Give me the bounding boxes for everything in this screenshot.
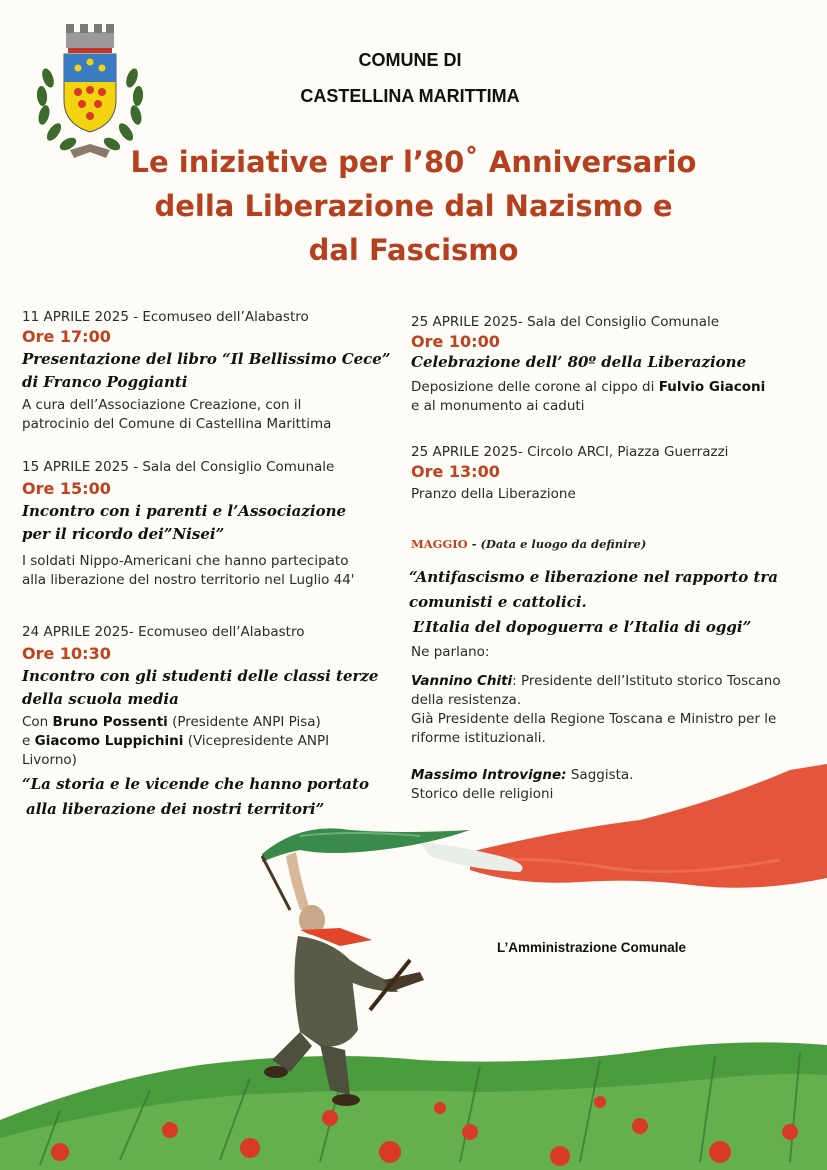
page-title: Le iniziative per l’80˚ Anniversario della Liberazione dal Nazismo e dal Fascismo	[130, 145, 697, 267]
event-description: Deposizione delle corone al cippo di Fulvio Giaconi e al monumento ai caduti	[411, 379, 766, 414]
header-line-1: COMUNE DI	[358, 50, 462, 70]
maggio-quote: “Antifascismo e liberazione nel rapporto tra comunisti e cattolici. L’Italia del dopoguerra e l’Italia di oggi”	[409, 568, 779, 636]
maggio-header: MAGGIO - (Data e luogo da definire)	[411, 537, 647, 551]
event-guests: Con Bruno Possenti (Presidente ANPI Pisa) e Giacomo Luppichini (Vicepresidente ANPI Livorno)	[22, 714, 330, 768]
event-date: 25 APRILE 2025- Sala del Consiglio Comunale	[411, 314, 720, 330]
honoree-name: Fulvio Giaconi	[658, 379, 766, 395]
guest-name: Bruno Possenti	[52, 714, 168, 730]
guest-name: Giacomo Luppichini	[34, 733, 184, 749]
event-time: Ore 10:00	[411, 332, 500, 351]
event-date: 25 APRILE 2025- Circolo ARCI, Piazza Guerrazzi	[411, 444, 729, 460]
event-date: 15 APRILE 2025 - Sala del Consiglio Comunale	[22, 459, 335, 475]
event-time: Ore 10:30	[22, 644, 111, 663]
event-time: Ore 17:00	[22, 327, 111, 346]
event-11-april	[22, 309, 402, 434]
speaker-name: Vannino Chiti	[411, 673, 513, 689]
event-date: 24 APRILE 2025- Ecomuseo dell’Alabastro	[22, 624, 305, 640]
event-date: 11 APRILE 2025 - Ecomuseo dell’Alabastro	[22, 309, 309, 325]
event-title: Incontro con i parenti e l’Associazione per il ricordo dei”Nisei”	[22, 502, 347, 543]
event-25-april-lunch	[411, 444, 811, 504]
event-description: A cura dell’Associazione Creazione, con il patrocinio del Comune di Castellina Marittima	[22, 397, 332, 432]
event-15-april	[22, 459, 402, 590]
header-line-2: CASTELLINA MARITTIMA	[300, 86, 520, 106]
event-25-april-morning	[411, 314, 811, 416]
event-time: Ore 13:00	[411, 462, 500, 481]
event-quote: “La storia e le vicende che hanno portato alla liberazione dei nostri territori”	[22, 775, 369, 818]
event-title: Presentazione del libro “Il Bellissimo Cece” di Franco Poggianti	[22, 350, 391, 391]
speaker-name: Massimo Introvigne:	[411, 767, 567, 783]
event-description: Pranzo della Liberazione	[411, 486, 576, 502]
speakers: Ne parlano: Vannino Chiti: Presidente dell’Istituto storico Toscano della resistenza. Già Presidente della Regione Toscana e Ministro per le riforme istituzionali. Massimo Introvigne: Saggista. Storico delle religioni	[411, 644, 781, 802]
signature: L’Amministrazione Comunale	[497, 940, 687, 955]
event-title: Incontro con gli studenti delle classi terze della scuola media	[22, 667, 379, 708]
event-title: Celebrazione dell’ 80º della Liberazione	[411, 353, 747, 371]
partisan-flag-illustration	[0, 760, 827, 1170]
event-time: Ore 15:00	[22, 479, 111, 498]
event-description: I soldati Nippo-Americani che hanno partecipato alla liberazione del nostro territorio nel Luglio 44'	[22, 553, 355, 588]
